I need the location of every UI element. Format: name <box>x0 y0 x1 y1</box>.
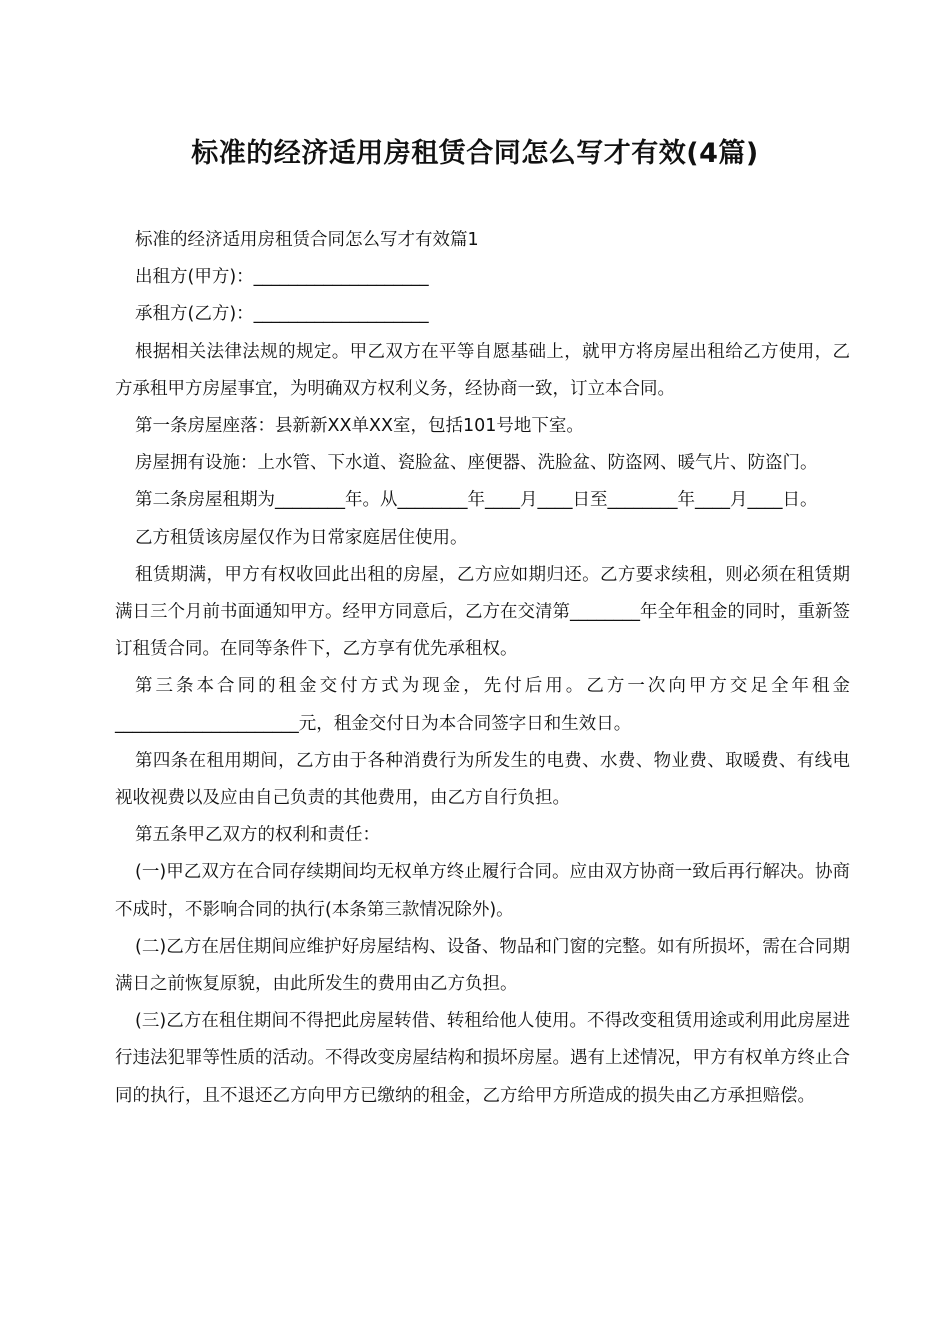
clause-2-paragraph: (二)乙方在居住期间应维护好房屋结构、设备、物品和门窗的完整。如有所损坏，需在合同期满日之前恢复原貌，由此所发生的费用由乙方负担。 <box>115 936 850 995</box>
lessee-field: 承租方(乙方)：____________________ <box>135 304 429 325</box>
facilities-paragraph: 房屋拥有设施：上水管、下水道、瓷脸盆、座便器、洗脸盆、防盗网、暖气片、防盗门。 <box>135 453 818 474</box>
document-title: 标准的经济适用房租赁合同怎么写才有效(4篇) <box>191 138 759 169</box>
article-4-paragraph: 第四条在租用期间，乙方由于各种消费行为所发生的电费、水费、物业费、取暖费、有线电视收视费以及应由自己负责的其他费用，由乙方自行负担。 <box>115 750 850 809</box>
lessor-field: 出租方(甲方)：____________________ <box>135 267 429 288</box>
article-2-paragraph: 第二条房屋租期为________年。从________年____月____日至________年____月____日。 <box>135 490 818 511</box>
clause-1-paragraph: (一)甲乙双方在合同存续期间均无权单方终止履行合同。应由双方协商一致后再行解决。协商不成时，不影响合同的执行(本条第三款情况除外)。 <box>115 862 850 920</box>
article-5-paragraph: 第五条甲乙双方的权利和责任： <box>135 825 380 846</box>
article-1-paragraph: 第一条房屋座落：县新新XX单XX室，包括101号地下室。 <box>135 416 584 437</box>
article-3-paragraph: 第三条本合同的租金交付方式为现金，先付后用。乙方一次向甲方交足全年租金_____________________元，租金交付日为本合同签字日和生效日。 <box>115 676 850 734</box>
clause-3-paragraph: (三)乙方在租住期间不得把此房屋转借、转租给他人使用。不得改变租赁用途或利用此房屋进行违法犯罪等性质的活动。不得改变房屋结构和损坏房屋。遇有上述情况，甲方有权单方终止合同的执行，且不退还乙方向甲方已缴纳的租金，乙方给甲方所造成的损失由乙方承担赔偿。 <box>115 1011 850 1106</box>
renewal-paragraph: 租赁期满，甲方有权收回此出租的房屋，乙方应如期归还。乙方要求续租，则必须在租赁期满日三个月前书面通知甲方。经甲方同意后，乙方在交清第________年全年租金的同时，重新签订租赁合同。在同等条件下，乙方享有优先承租权。 <box>115 564 850 660</box>
preamble-paragraph: 根据相关法律法规的规定。甲乙双方在平等自愿基础上，就甲方将房屋出租给乙方使用，乙方承租甲方房屋事宜，为明确双方权利义务，经协商一致，订立本合同。 <box>115 341 850 399</box>
document-body <box>115 222 850 1115</box>
section-heading: 标准的经济适用房租赁合同怎么写才有效篇1 <box>135 230 479 250</box>
usage-paragraph: 乙方租赁该房屋仅作为日常家庭居住使用。 <box>135 527 468 548</box>
